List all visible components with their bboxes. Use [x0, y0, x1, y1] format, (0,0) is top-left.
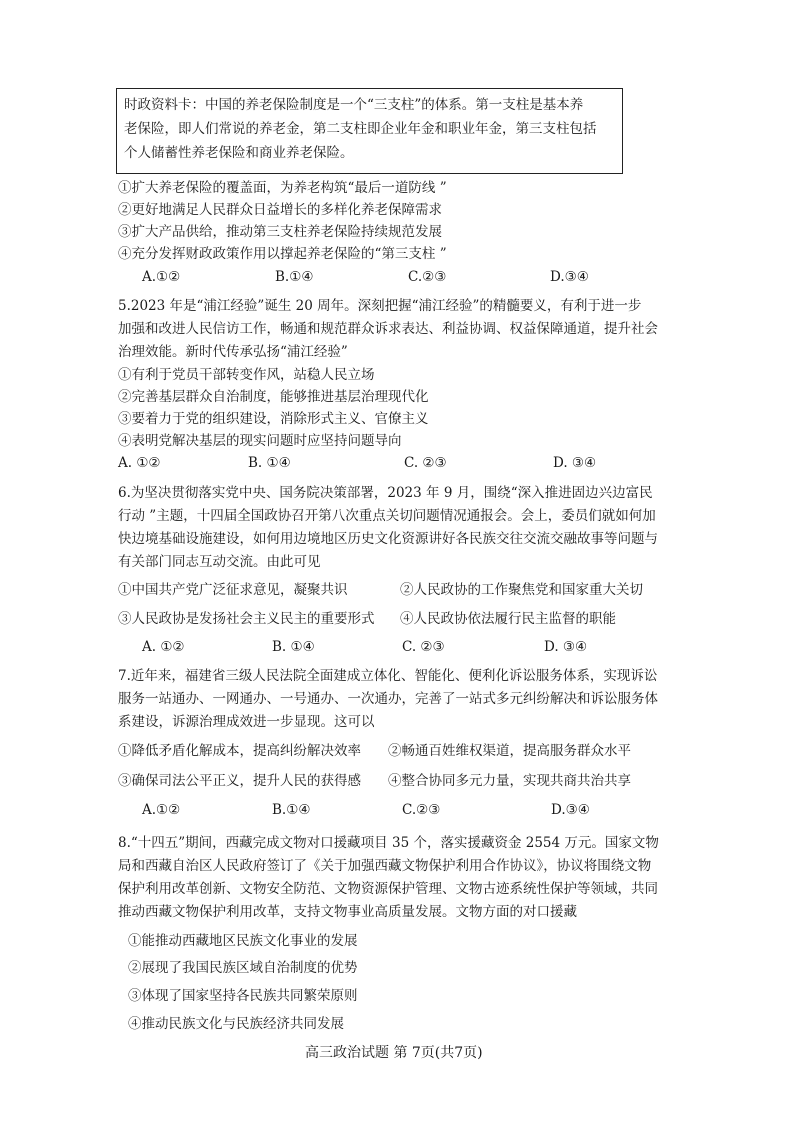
q4-option-a: A.①②	[142, 269, 181, 285]
q4-option-c: C.②③	[408, 269, 447, 285]
q7-stem-3: 系建设，诉源治理成效进一步显现。这可以	[118, 714, 375, 730]
q5-stem-3: 治理效能。新时代传承弘扬“浦江经验”	[118, 344, 348, 360]
q5-option-b: B. ①④	[248, 455, 291, 471]
q8-item-2: ②展现了我国民族区域自治制度的优势	[128, 960, 358, 976]
q6-item-3: ③人民政协是发扬社会主义民主的重要形式	[118, 611, 375, 627]
q6-item-2: ②人民政协的工作聚焦党和国家重大关切	[400, 582, 643, 598]
q6-item-1: ①中国共产党广泛征求意见，凝聚共识	[118, 582, 348, 598]
q6-stem-2: 行动 ”主题，十四届全国政协召开第八次重点关切问题情况通报会。会上，委员们就如何加	[118, 508, 656, 524]
q5-option-c: C. ②③	[404, 455, 447, 471]
q6-stem-4: 有关部门同志互动交流。由此可见	[118, 554, 321, 570]
q5-option-a: A. ①②	[118, 455, 161, 471]
q4-item-3: ③扩大产品供给，推动第三支柱养老保险持续规范发展	[118, 224, 442, 240]
q6-option-c: C. ②③	[402, 639, 445, 655]
q6-option-d: D. ③④	[544, 639, 588, 655]
q7-option-b: B.①④	[272, 802, 311, 818]
q8-stem-2: 局和西藏自治区人民政府签订了《关于加强西藏文物保护利用合作协议》，协议将围绕文物	[118, 858, 652, 874]
q8-item-1: ①能推动西藏地区民族文化事业的发展	[128, 933, 358, 949]
q5-item-2: ②完善基层群众自治制度，能够推进基层治理现代化	[118, 389, 429, 405]
q6-option-b: B. ①④	[272, 639, 315, 655]
q8-item-4: ④推动民族文化与民族经济共同发展	[128, 1016, 344, 1032]
q4-item-2: ②更好地满足人民群众日益增长的多样化养老保障需求	[118, 202, 442, 218]
info-card-line-3: 个人储蓄性养老保险和商业养老保险。	[124, 145, 354, 161]
q7-option-c: C.②③	[402, 802, 441, 818]
q5-item-1: ①有利于党员干部转变作风，站稳人民立场	[118, 367, 375, 383]
q7-option-a: A.①②	[142, 802, 181, 818]
q8-stem-4: 推动西藏文物保护利用改革，支持文物事业高质量发展。文物方面的对口援藏	[118, 904, 577, 920]
q5-stem-2: 加强和改进人民信访工作，畅通和规范群众诉求表达、利益协调、权益保障通道，提升社会	[118, 321, 658, 337]
q6-stem-3: 快边境基础设施建设，如何用边境地区历史文化资源讲好各民族交往交流交融故事等问题与	[118, 531, 658, 547]
q8-stem-3: 保护利用改革创新、文物安全防范、文物资源保护管理、文物古迹系统性保护等领域，共同	[118, 881, 658, 897]
q7-option-d: D.③④	[551, 802, 590, 818]
q8-item-3: ③体现了国家坚持各民族共同繁荣原则	[128, 988, 358, 1004]
q5-stem-1: 5.2023 年是“浦江经验”诞生 20 周年。深刻把握“浦江经验”的精髓要义，有利于进一步	[118, 298, 642, 314]
q4-item-1: ①扩大养老保险的覆盖面，为养老构筑“最后一道防线 ”	[118, 180, 447, 196]
q4-item-4: ④充分发挥财政政策作用以撑起养老保险的“第三支柱 ”	[118, 246, 447, 262]
q5-item-3: ③要着力于党的组织建设，消除形式主义、官僚主义	[118, 411, 429, 427]
q7-item-2: ②畅通百姓维权渠道，提高服务群众水平	[388, 743, 631, 759]
page-footer: 高三政治试题 第 7页(共7页)	[305, 1045, 483, 1061]
q6-item-4: ④人民政协依法履行民主监督的职能	[400, 611, 616, 627]
q7-stem-1: 7.近年来，福建省三级人民法院全面建成立体化、智能化、便利化诉讼服务体系，实现诉讼	[118, 668, 658, 684]
q7-stem-2: 服务一站通办、一网通办、一号通办、一次通办，完善了一站式多元纠纷解决和诉讼服务体	[118, 691, 658, 707]
q7-item-4: ④整合协同多元力量，实现共商共治共享	[388, 773, 631, 789]
q4-option-d: D.③④	[550, 269, 589, 285]
info-card-line-1: 时政资料卡：中国的养老保险制度是一个“三支柱”的体系。第一支柱是基本养	[124, 97, 584, 113]
q7-item-3: ③确保司法公平正义，提升人民的获得感	[118, 773, 361, 789]
q6-stem-1: 6.为坚决贯彻落实党中央、国务院决策部署，2023 年 9 月，围绕“深入推进固边兴边富民	[118, 485, 653, 501]
q8-stem-1: 8.“十四五”期间，西藏完成文物对口援藏项目 35 个，落实援藏资金 2554 万元。国家文物	[118, 835, 659, 851]
q4-option-b: B.①④	[275, 269, 314, 285]
q5-item-4: ④表明党解决基层的现实问题时应坚持问题导向	[118, 433, 402, 449]
info-card-line-2: 老保险，即人们常说的养老金，第二支柱即企业年金和职业年金，第三支柱包括	[124, 121, 597, 137]
q6-option-a: A. ①②	[142, 639, 185, 655]
q7-item-1: ①降低矛盾化解成本，提高纠纷解决效率	[118, 743, 361, 759]
q5-option-d: D. ③④	[553, 455, 597, 471]
